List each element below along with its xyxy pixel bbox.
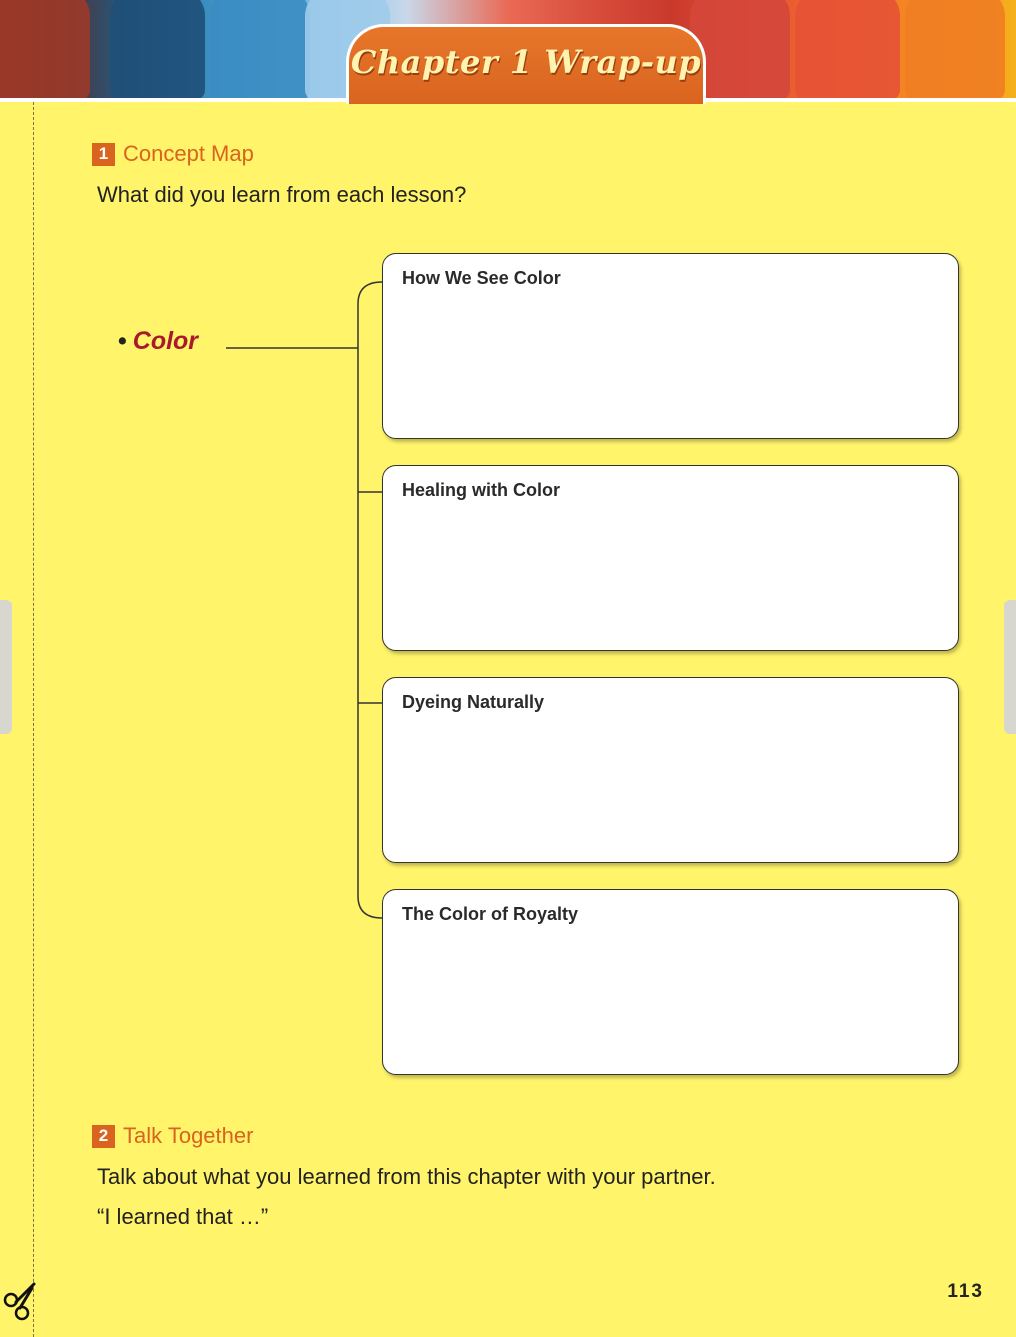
concept-topic-label: Color (132, 327, 199, 355)
lesson-title: How We See Color (402, 268, 561, 288)
page-number: 113 (947, 1281, 984, 1302)
lesson-answer-box[interactable] (382, 677, 959, 863)
section-title: Talk Together (123, 1123, 254, 1148)
lesson-title: Dyeing Naturally (402, 692, 545, 712)
section-number-badge: 1 (92, 143, 115, 166)
lesson-answer-box[interactable] (382, 889, 959, 1075)
section-title: Concept Map (123, 141, 254, 166)
lesson-title: Healing with Color (402, 480, 561, 500)
bullet-icon: • (118, 327, 127, 355)
concept-topic (118, 327, 198, 356)
lesson-answer-box[interactable] (382, 253, 959, 439)
sentence-starter: “I learned that …” (97, 1204, 269, 1229)
lesson-answer-box[interactable] (382, 465, 959, 651)
section-number-badge: 2 (92, 1125, 115, 1148)
concept-map-prompt: What did you learn from each lesson? (97, 182, 467, 207)
talk-together-prompt: Talk about what you learned from this chapter with your partner. (97, 1164, 716, 1189)
lesson-title: The Color of Royalty (402, 904, 579, 924)
section-talk-together-heading (92, 1123, 253, 1149)
chapter-title: Chapter 1 Wrap-up (350, 43, 702, 81)
